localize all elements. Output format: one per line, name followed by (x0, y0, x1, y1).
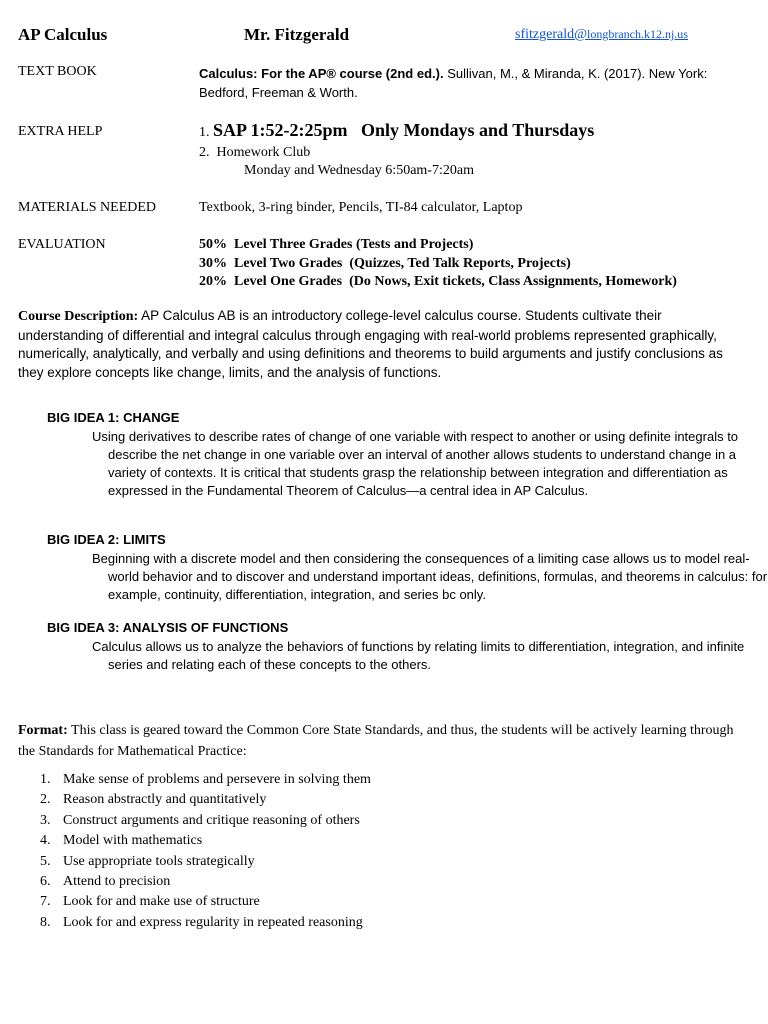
list-item-text: Construct arguments and critique reasoning of others (63, 812, 360, 828)
evaluation-label: EVALUATION (18, 237, 106, 252)
textbook-info (199, 64, 754, 102)
format-label: Format: (18, 723, 68, 738)
textbook-citation: Sullivan, M., & Miranda, K. (2017). New York: Bedford, Freeman & Worth. (199, 66, 708, 100)
practices-list (40, 770, 371, 933)
big-idea-text: Calculus allows us to analyze the behaviors of functions by relating limits to differentiation, integration, and infinite series and relating each of these concepts to the others. (92, 639, 745, 672)
list-item-text: Make sense of problems and persevere in solving them (63, 772, 371, 787)
course-title: AP Calculus (18, 25, 108, 44)
list-item-number: 3. (40, 812, 51, 828)
list-item-number: 1. (40, 772, 51, 787)
textbook-label: TEXT BOOK (18, 64, 97, 79)
extra-help-item-1-number: 1. (199, 125, 213, 140)
teacher-email-link[interactable] (515, 27, 688, 43)
evaluation-line: 20% Level One Grades (Do Nows, Exit tickets, Class Assignments, Homework) (199, 274, 677, 289)
email-user: sfitzgerald@ (515, 27, 587, 42)
list-item (40, 790, 371, 810)
format-paragraph (18, 720, 748, 762)
list-item-text: Look for and make use of structure (63, 894, 260, 910)
list-item-number: 5. (40, 853, 51, 869)
list-item (40, 811, 371, 831)
big-idea-text: Beginning with a discrete model and then considering the consequences of a limiting case allows us to model real-world behavior and to discover and understand important ideas, definitions, formulas, and theorems in calculus: for example, continuity, differentiation, integration, and series bc only. (92, 551, 768, 602)
list-item-text: Reason abstractly and quantitatively (63, 792, 267, 808)
course-description-label: Course Description: (18, 309, 139, 324)
extra-help-item-2-detail: Monday and Wednesday 6:50am-7:20am (244, 163, 474, 178)
list-item-number: 6. (40, 873, 51, 889)
list-item-number: 2. (40, 792, 51, 808)
list-item (40, 913, 371, 933)
list-item-text: Look for and express regularity in repeated reasoning (63, 914, 363, 930)
list-item-number: 8. (40, 914, 51, 930)
teacher-name: Mr. Fitzgerald (244, 25, 350, 44)
evaluation-line: 50% Level Three Grades (Tests and Projects) (199, 237, 474, 252)
list-item (40, 852, 371, 872)
materials-label: MATERIALS NEEDED (18, 200, 157, 215)
extra-help-item-1 (199, 120, 594, 141)
list-item (40, 872, 371, 892)
list-item (40, 831, 371, 851)
course-description-text: AP Calculus AB is an introductory college-level calculus course. Students cultivate their understanding of differential and integral calculus through engaging with real-world problems represented graphically, numerically, analytically, and verbally and using definitions and theorems to build arguments and justify conclusions as they explore concepts like change, limits, and the analysis of functions. (18, 308, 723, 380)
format-text: This class is geared toward the Common Core State Standards, and thus, the students will be actively learning through the Standards for Mathematical Practice: (18, 723, 734, 759)
big-idea-text: Using derivatives to describe rates of change of one variable with respect to another or using definite integrals to describe the net change in one variable over an interval of another allows students to understand change in a variety of contexts. It is critical that students grasp the relationship between integration and differentiation as expressed in the Fundamental Theorem of Calculus—a central idea in AP Calculus. (92, 429, 739, 498)
big-idea-title: BIG IDEA 1: CHANGE (47, 410, 180, 425)
materials-value: Textbook, 3-ring binder, Pencils, TI-84 calculator, Laptop (199, 200, 523, 215)
list-item-text: Model with mathematics (63, 833, 203, 849)
extra-help-item-1-text: SAP 1:52-2:25pm Only Mondays and Thursdays (213, 120, 595, 140)
textbook-title: Calculus: For the AP® course (2nd ed.). (199, 66, 444, 81)
extra-help-item-2: 2. Homework Club (199, 145, 311, 160)
email-domain: longbranch.k12.nj.us (586, 27, 688, 41)
big-idea-title: BIG IDEA 2: LIMITS (47, 532, 166, 547)
extra-help-label: EXTRA HELP (18, 124, 103, 139)
list-item (40, 770, 371, 790)
list-item-number: 4. (40, 833, 51, 849)
evaluation-line: 30% Level Two Grades (Quizzes, Ted Talk Reports, Projects) (199, 256, 571, 271)
big-idea-title: BIG IDEA 3: ANALYSIS OF FUNCTIONS (47, 620, 289, 635)
list-item-number: 7. (40, 894, 51, 910)
list-item-text: Attend to precision (63, 873, 171, 889)
list-item (40, 892, 371, 912)
list-item-text: Use appropriate tools strategically (63, 853, 255, 869)
course-description (18, 307, 743, 382)
